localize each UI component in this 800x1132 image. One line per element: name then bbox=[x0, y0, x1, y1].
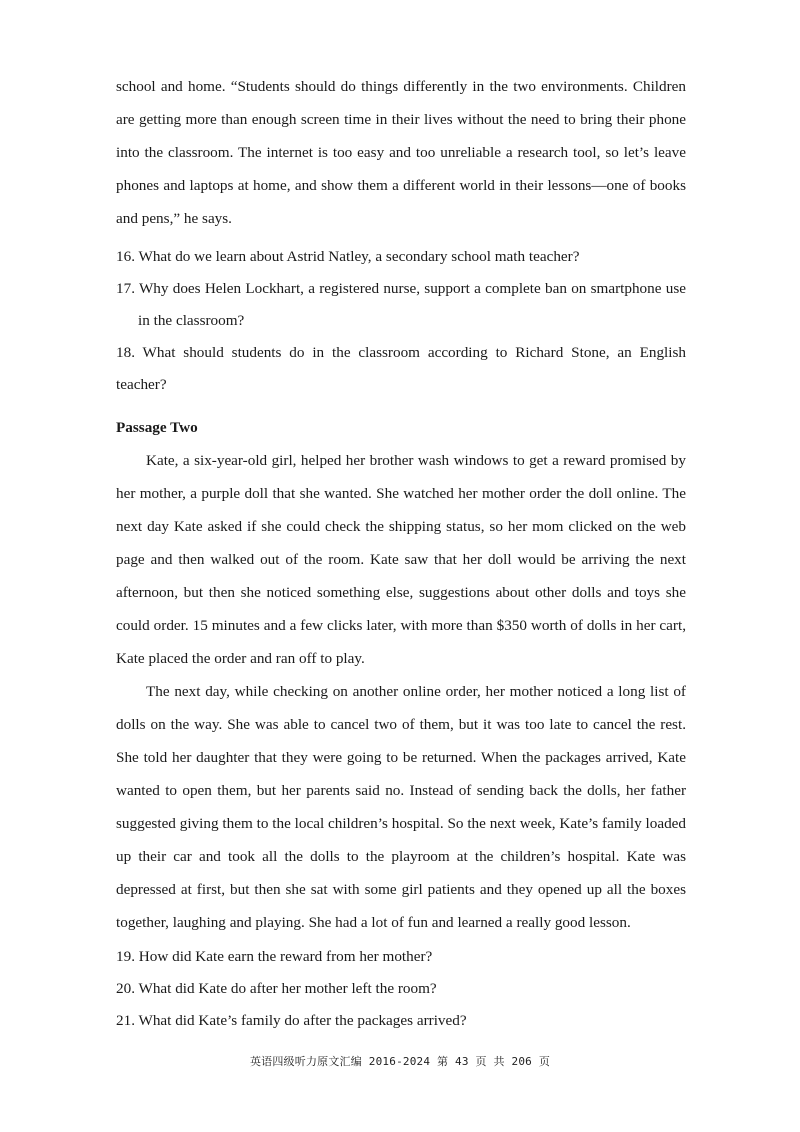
passage-two-paragraph-2: The next day, while checking on another online order, her mother noticed a long list of dolls on the way. She was able to cancel two of them, but it was too late to cancel the rest. She told her daughter that they were going to be returned. When the packages arrived, Kate wanted to open them, but her parents said no. Instead of sending back the dolls, her father suggested giving them to the local children’s hospital. So the next week, Kate’s family loaded up their car and took all the dolls to the playroom at the children’s hospital. Kate was depressed at first, but then she sat with some girl patients and they opened up all the boxes together, laughing and playing. She had a lot of fun and learned a really good lesson. bbox=[116, 683, 686, 931]
page-footer: 英语四级听力原文汇编 2016-2024 第 43 页 共 206 页 bbox=[249, 1055, 551, 1068]
passage-one-tail-paragraph: school and home. “Students should do things differently in the two environments. Children are getting more than enough screen time in their lives without the need to bring their phone into the classroom. The internet is too easy and too unreliable a research tool, so let’s leave phones and laptops at home, and show them a different world in their lessons—one of books and pens,” he says. bbox=[116, 78, 686, 227]
question-16: 16. What do we learn about Astrid Natley, a secondary school math teacher? bbox=[116, 248, 580, 265]
question-20: 20. What did Kate do after her mother left the room? bbox=[116, 980, 437, 997]
question-21: 21. What did Kate’s family do after the packages arrived? bbox=[116, 1012, 467, 1029]
passage-two-paragraph-1: Kate, a six-year-old girl, helped her brother wash windows to get a reward promised by her mother, a purple doll that she wanted. She watched her mother order the doll online. The next day Kate asked if she could check the shipping status, so her mom clicked on the web page and then walked out of the room. Kate saw that her doll would be arriving the next afternoon, but then she noticed something else, suggestions about other dolls and toys she could order. 15 minutes and a few clicks later, with more than $350 worth of dolls in her cart, Kate placed the order and ran off to play. bbox=[116, 452, 686, 667]
passage-two-heading: Passage Two bbox=[116, 419, 198, 436]
document-body bbox=[116, 70, 686, 1037]
question-18: 18. What should students do in the classroom according to Richard Stone, an English teacher? bbox=[116, 344, 686, 393]
question-17: 17. Why does Helen Lockhart, a registered nurse, support a complete ban on smartphone use in the classroom? bbox=[116, 280, 686, 329]
question-19: 19. How did Kate earn the reward from her mother? bbox=[116, 948, 433, 965]
